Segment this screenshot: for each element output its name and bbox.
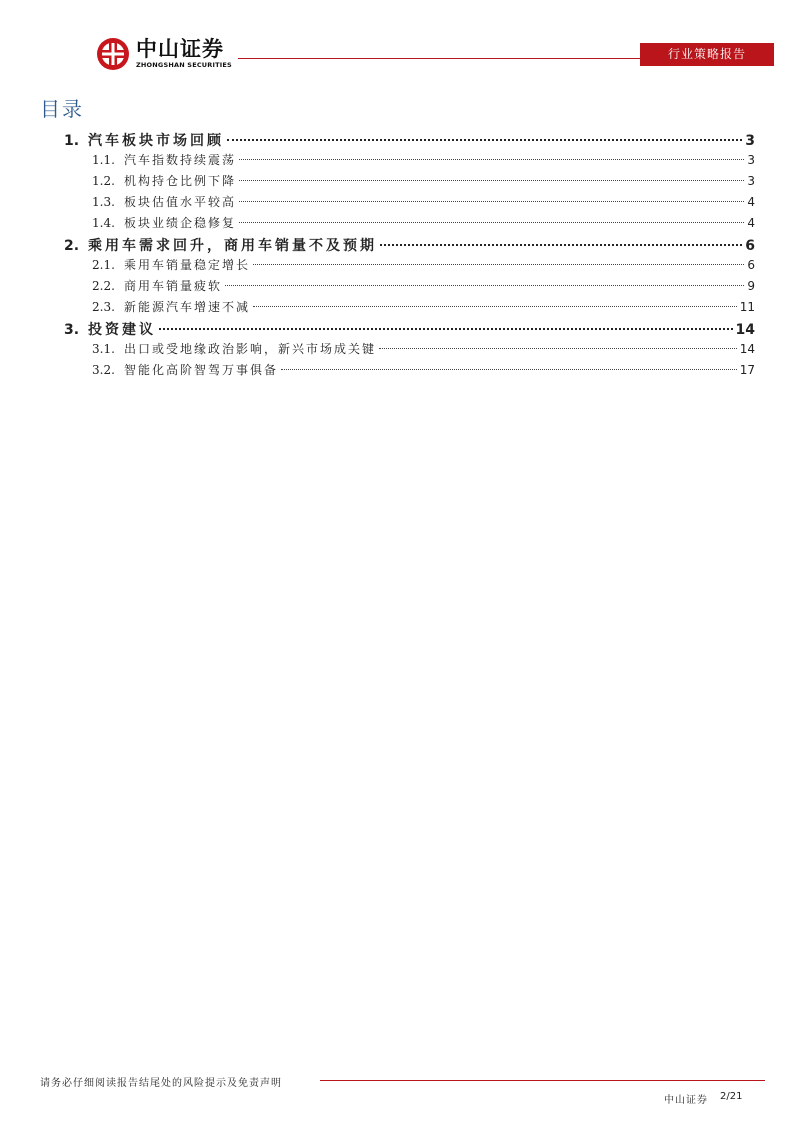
- toc-dot-leader: [159, 328, 733, 330]
- toc-entry-page: 14: [739, 342, 755, 356]
- header-divider: [238, 58, 640, 59]
- company-logo: [96, 37, 236, 71]
- logo-chinese-name: 中山证券: [136, 37, 224, 61]
- report-type-badge: 行业策略报告: [640, 43, 774, 66]
- toc-subsection-entry[interactable]: [64, 172, 755, 193]
- toc-entry-label: 乘用车销量稳定增长: [124, 258, 251, 272]
- footer-brand: 中山证券: [664, 1095, 708, 1106]
- toc-entry-label: 机构持仓比例下降: [124, 174, 237, 188]
- toc-entry-label: 汽车指数持续震荡: [124, 153, 237, 167]
- toc-entry-label: 投资建议: [88, 322, 156, 338]
- toc-entry-number: 1.1.: [92, 153, 115, 167]
- toc-subsection-entry[interactable]: [64, 151, 755, 172]
- toc-entry-page: 3: [747, 174, 755, 188]
- table-of-contents: [64, 130, 755, 382]
- toc-dot-leader: [239, 180, 744, 181]
- toc-entry-number: 1.: [64, 133, 80, 149]
- toc-entry-number: 3.: [64, 322, 80, 338]
- toc-entry-number: 1.4.: [92, 216, 115, 230]
- toc-dot-leader: [239, 201, 744, 202]
- toc-entry-page: 9: [747, 279, 755, 293]
- toc-subsection-entry[interactable]: [64, 361, 755, 382]
- toc-entry-number: 3.1.: [92, 342, 115, 356]
- toc-section-entry[interactable]: [64, 319, 755, 340]
- toc-entry-number: 2.: [64, 238, 80, 254]
- toc-entry-label: 汽车板块市场回顾: [88, 133, 224, 149]
- toc-dot-leader: [227, 139, 742, 141]
- toc-entry-label: 智能化高阶智驾万事俱备: [124, 363, 279, 377]
- toc-section-entry[interactable]: [64, 235, 755, 256]
- toc-subsection-entry[interactable]: [64, 340, 755, 361]
- toc-entry-number: 2.1.: [92, 258, 115, 272]
- toc-entry-page: 6: [745, 238, 755, 254]
- toc-section-entry[interactable]: [64, 130, 755, 151]
- toc-dot-leader: [380, 244, 742, 246]
- toc-entry-page: 4: [747, 216, 755, 230]
- toc-entry-label: 新能源汽车增速不减: [124, 300, 251, 314]
- toc-entry-page: 17: [739, 363, 755, 377]
- toc-entry-page: 4: [747, 195, 755, 209]
- footer-divider: [320, 1080, 765, 1081]
- toc-entry-number: 2.3.: [92, 300, 115, 314]
- toc-title: 目录: [40, 97, 84, 121]
- toc-entry-page: 3: [747, 153, 755, 167]
- toc-subsection-entry[interactable]: [64, 298, 755, 319]
- toc-dot-leader: [225, 285, 744, 286]
- toc-entry-page: 11: [739, 300, 755, 314]
- toc-entry-label: 乘用车需求回升，商用车销量不及预期: [88, 238, 377, 254]
- toc-dot-leader: [379, 348, 737, 349]
- toc-entry-label: 商用车销量疲软: [124, 279, 223, 293]
- toc-dot-leader: [239, 222, 744, 223]
- toc-dot-leader: [253, 306, 737, 307]
- toc-entry-label: 板块估值水平较高: [124, 195, 237, 209]
- toc-subsection-entry[interactable]: [64, 277, 755, 298]
- toc-entry-number: 3.2.: [92, 363, 115, 377]
- footer-page-number: 2/21: [720, 1091, 743, 1102]
- toc-entry-label: 出口或受地缘政治影响，新兴市场成关键: [124, 342, 377, 356]
- toc-subsection-entry[interactable]: [64, 193, 755, 214]
- logo-english-name: ZHONGSHAN SECURITIES: [136, 61, 232, 69]
- toc-entry-page: 6: [747, 258, 755, 272]
- toc-dot-leader: [239, 159, 744, 160]
- toc-subsection-entry[interactable]: [64, 256, 755, 277]
- toc-entry-page: 3: [745, 133, 755, 149]
- toc-dot-leader: [253, 264, 744, 265]
- footer-disclaimer: 请务必仔细阅读报告结尾处的风险提示及免责声明: [40, 1078, 282, 1089]
- toc-entry-number: 1.3.: [92, 195, 115, 209]
- toc-entry-number: 1.2.: [92, 174, 115, 188]
- zhongshan-logo-icon: [96, 37, 130, 71]
- toc-dot-leader: [281, 369, 737, 370]
- toc-subsection-entry[interactable]: [64, 214, 755, 235]
- toc-entry-page: 14: [735, 322, 755, 338]
- toc-entry-number: 2.2.: [92, 279, 115, 293]
- toc-entry-label: 板块业绩企稳修复: [124, 216, 237, 230]
